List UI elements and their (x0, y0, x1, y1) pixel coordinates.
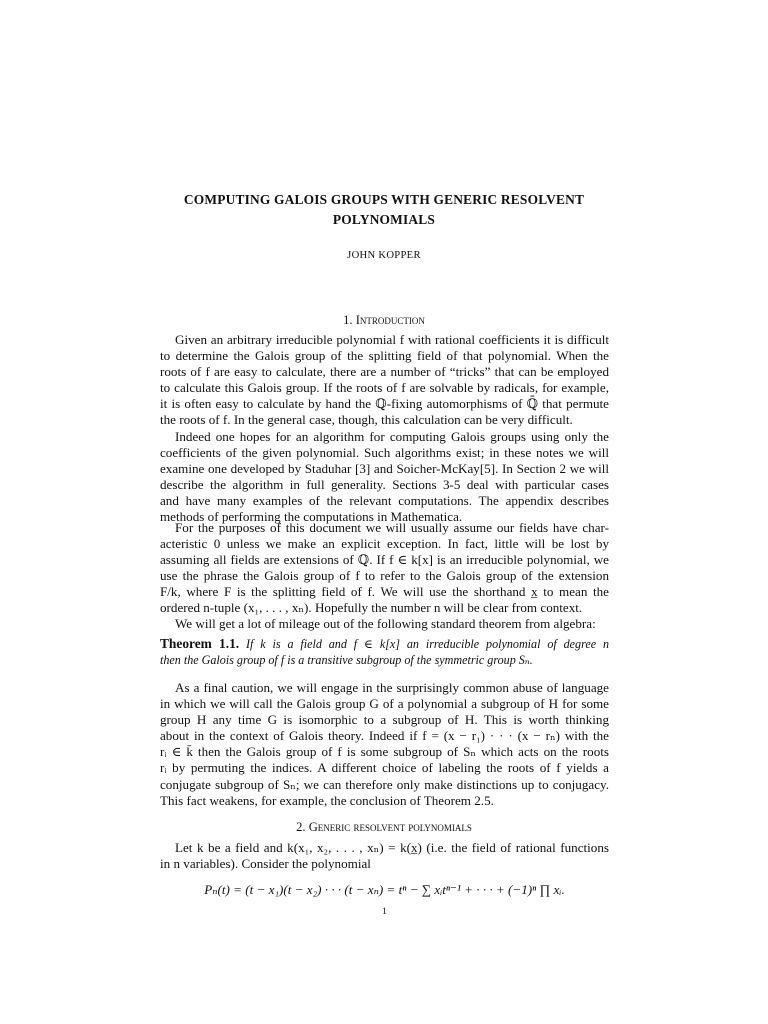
p3-line: F/k, where F is the splitting field of f. We will use the shorthand x̲ to mean the (160, 584, 609, 600)
p1-line: the roots of f. In the general case, though, this calculation can be very difficult. (160, 412, 573, 428)
paper-title (160, 190, 608, 230)
p2-line: describe the algorithm in full generality. Sections 3-5 deal with particular cases (160, 477, 609, 493)
polynomial-formula: Pₙ(t) = (t − x₁)(t − x₂) · · · (t − xₙ) = tⁿ − ∑ xᵢtⁿ⁻¹ + · · · + (−1)ⁿ ∏ xᵢ. (204, 882, 565, 897)
p5-line: As a final caution, we will engage in the surprisingly common abuse of language (175, 680, 609, 695)
p3-line: ordered n-tuple (x₁, . . . , xₙ). Hopefully the number n will be clear from context. (160, 600, 583, 616)
page-number: 1 (382, 907, 387, 917)
theorem-1-1 (160, 636, 609, 668)
title-line-1: COMPUTING GALOIS GROUPS WITH GENERIC RESOLVENT (183, 192, 585, 207)
p1-line: Given an arbitrary irreducible polynomial f with rational coefficients it is difficult (175, 332, 609, 347)
p2-line: coefficients of the given polynomial. Such algorithms exist; in these notes we will (160, 445, 609, 461)
p3-line: acteristic 0 unless we make an explicit exception. In fact, little will be lost by (160, 536, 609, 552)
p1-line: to determine the Galois group of the splitting field of that polynomial. When the (160, 348, 609, 364)
p3-line: For the purposes of this document we will usually assume our fields have char- (175, 520, 609, 535)
p2-line: methods of performing the computations in Mathematica. (160, 509, 463, 525)
p6-line: Let k be a field and k(x₁, x₂, . . . , xₙ) = k(x̲) (i.e. the field of rational functions (175, 840, 609, 855)
p2-line: Indeed one hopes for an algorithm for computing Galois groups using only the (175, 429, 609, 444)
p1-line: roots of f are easy to calculate, there are a number of “tricks” that can be employed (160, 364, 609, 380)
p2-line: and have many examples of the relevant computations. The appendix describes (160, 493, 609, 509)
section-1-heading: 1. Introduction (343, 313, 425, 327)
theorem-line: If k is a field and f ∈ k[x] an irreducible polynomial of degree n (246, 637, 609, 651)
p5-line: group H any time G is isomorphic to a subgroup of H. This is worth thinking (160, 712, 609, 728)
paragraph-3 (160, 520, 609, 617)
p2-line: examine one developed by Staduhar [3] and Soicher-McKay[5]. In Section 2 we will (160, 461, 609, 477)
p5-line: rᵢ by permuting the indices. A different choice of labeling the roots of f yields a (160, 760, 609, 776)
p5-line: conjugate subgroup of Sₙ; we can therefore only make distinctions up to conjugacy. (160, 776, 609, 792)
p5-line: rᵢ ∈ k̄ then the Galois group of f is some subgroup of Sₙ which acts on the roots (160, 744, 609, 760)
theorem-label: Theorem 1.1. (160, 636, 240, 651)
paragraph-2 (160, 429, 609, 526)
p4-line: We will get a lot of mileage out of the following standard theorem from algebra: (175, 616, 596, 631)
title-line-2: POLYNOMIALS (332, 212, 436, 227)
p3-line: use the phrase the Galois group of f to refer to the Galois group of the extension (160, 568, 609, 584)
author-name: JOHN KOPPER (347, 250, 421, 261)
paragraph-1 (160, 332, 609, 429)
section-2-heading: 2. Generic resolvent polynomials (296, 820, 472, 834)
theorem-line: then the Galois group of f is a transitive subgroup of the symmetric group Sₙ. (160, 653, 533, 668)
p5-line: in which we will call the Galois group G of a polynomial a subgroup of H for some (160, 696, 609, 712)
p6-line: in n variables). Consider the polynomial (160, 856, 371, 872)
paragraph-4 (160, 616, 609, 632)
p5-line: about in the context of Galois theory. Indeed if f = (x − r₁) · · · (x − rₙ) with the (160, 728, 609, 744)
paragraph-5 (160, 680, 609, 809)
p1-line: to calculate this Galois group. If the roots of f are solvable by radicals, for example, (160, 380, 609, 396)
p1-line: it is often easy to calculate by hand the ℚ-fixing automorphisms of ℚ̄ that permute (160, 396, 609, 412)
paragraph-6 (160, 840, 609, 872)
p5-line: This fact weakens, for example, the conclusion of Theorem 2.5. (160, 792, 494, 808)
p3-line: assuming all fields are extensions of ℚ. If f ∈ k[x] is an irreducible polynomial, we (160, 552, 609, 568)
